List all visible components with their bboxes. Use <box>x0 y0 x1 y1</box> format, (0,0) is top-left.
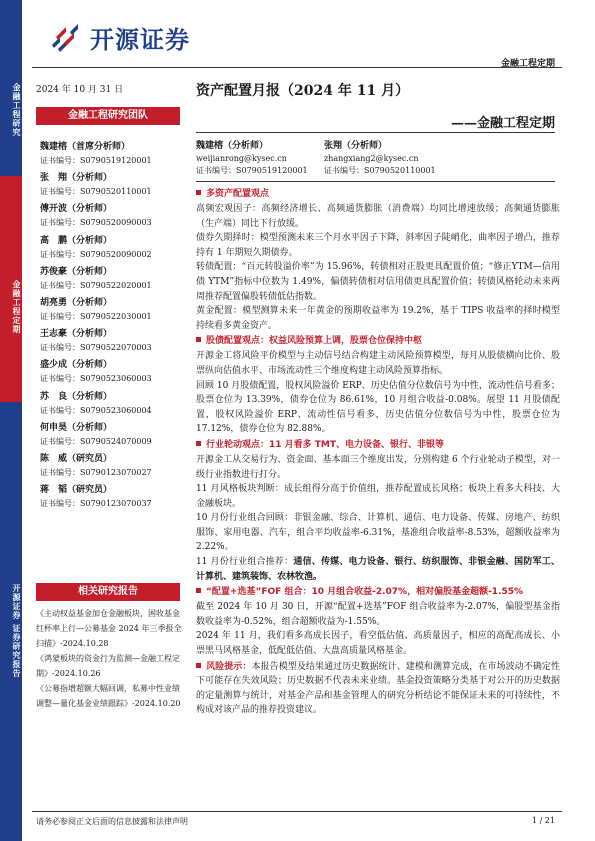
bullet-icon <box>196 588 201 593</box>
bullet-icon <box>196 663 201 668</box>
page-number: 1 / 21 <box>531 816 555 825</box>
related-reports-title: 相关研究报告 <box>36 583 180 601</box>
body-paragraph: 开源金工从交易行为、资金面、基本面三个维度出发，分别构建 6 个行业轮动子模型，对一级行业指数进行打分。 <box>196 454 560 480</box>
analyst-item <box>40 235 180 266</box>
analyst-name: 何申昊（分析师） <box>40 422 113 433</box>
brand-name: 开源证券 <box>90 26 190 54</box>
side-strip <box>0 0 22 841</box>
analyst-item <box>40 484 180 515</box>
brand-logo <box>50 20 190 55</box>
team-title: 金融工程研究团队 <box>36 107 180 125</box>
analyst-name: 胡亮勇（分析师） <box>40 297 113 308</box>
analyst-name: 盛少成（分析师） <box>40 360 113 371</box>
section-heading: 行业轮动观点：11 月看多 TMT、电力设备、银行、非银等 <box>196 438 560 453</box>
author-cert: 证书编号：S0790520110001 <box>324 166 436 175</box>
analyst-item <box>40 422 180 453</box>
analyst-name: 魏建榕（首席分析师） <box>40 142 131 152</box>
section-heading: “配置+选基”FOF 组合：10 月组合收益-2.07%，相对偏股基金超额-1.55% <box>196 585 560 600</box>
bullet-icon <box>196 337 201 342</box>
related-reports-list <box>36 606 184 711</box>
related-report-link[interactable]: 《公募指增超额大幅回调，私募中性业绩调整—量化基金业绩跟踪》-2024.10.20 <box>36 684 181 708</box>
body-paragraph: 开源金工将风险平价模型与主动信号结合构建主动风险预算模型，每月从股债横向比价、股票纵向估值水平、市场流动性三个维度构建主动风险预算指标。 <box>196 351 560 376</box>
body-paragraph: 截至 2024 年 10 月 30 日，开源“配置+选基”FOF 组合收益率为-2.07%，偏股型基金指数收益率为-0.52%，组合超额收益为-1.55%。 <box>196 602 560 627</box>
report-body <box>196 186 560 718</box>
body-paragraph: 11 月风格板块判断：成长组得分高于价值组，推荐配置成长风格；板块上看多大科技、大金融板块。 <box>196 484 560 509</box>
analyst-cert: 证书编号：S0790523060004 <box>40 405 152 415</box>
author-email[interactable]: weijianrong@kysec.cn <box>196 154 287 163</box>
related-report-link[interactable]: 《主动权益基金加仓金融板块，困收基金红杯率上行—公募基金 2024 年三季报全扫描》-2024.10.28 <box>36 609 182 648</box>
author-cert: 证书编号：S0790519120001 <box>196 166 308 175</box>
analyst-item <box>40 172 180 203</box>
analyst-name: 高 鹏（分析师） <box>40 235 113 246</box>
analyst-cert: 证书编号：S0790520090002 <box>40 249 152 259</box>
author-name: 张翔（分析师） <box>324 141 388 151</box>
analyst-cert: 证书编号：S0790520090003 <box>40 218 152 228</box>
footer-rule <box>32 811 562 812</box>
footer-disclaimer: 请务必参阅正文后面的信息披露和法律声明 <box>36 817 188 826</box>
header-tag: 金融工程定期 <box>500 59 555 69</box>
analyst-cert: 证书编号：S0790520110001 <box>40 187 152 197</box>
analyst-name: 张 翔（分析师） <box>40 173 113 184</box>
author-name: 魏建榕（分析师） <box>196 141 269 151</box>
author-block <box>196 140 308 177</box>
report-subtitle: ——金融工程定期 <box>450 116 555 131</box>
analyst-cert: 证书编号：S0790519120001 <box>40 156 152 165</box>
bullet-icon <box>196 441 201 446</box>
risk-warning: 风险提示：本报告模型及结果通过历史数据统计、建模和测算完成，在市场波动不确定性下可能存在失效风险；历史数据不代表未来业绩。基金投资策略分类基于对公开的历史数据的定量测算与统计，对基金产品和基金管理人的研究分析结论不能保证未来的可持续性，不构成对该产品的推荐投资建议。 <box>196 661 560 716</box>
author-email[interactable]: zhangxiang2@kysec.cn <box>324 154 419 163</box>
analyst-cert: 证书编号：S0790523060003 <box>40 374 152 384</box>
analyst-item <box>40 359 180 390</box>
analyst-list <box>40 141 180 515</box>
header-rule <box>32 67 562 68</box>
body-paragraph: 转债配置：“百元转股溢价率”为 15.96%，转债相对正股更具配置价值；“修正YTM—信用债 YTM”指标中位数为 1.49%，偏债转债相对信用债更具配置价值；转债风格轮动未来两周推荐配置偏股转债低估指数。 <box>196 262 560 302</box>
report-title: 资产配置月报（2024 年 11 月） <box>196 83 410 99</box>
analyst-cert: 证书编号：S0790123070037 <box>40 499 152 509</box>
industry-recommendation: 11 月份行业组合推荐：通信、传媒、电力设备、银行、纺织服饰、非银金融、国防军工、计算机、建筑装饰、农林牧渔。 <box>196 557 560 582</box>
analyst-item <box>40 297 180 328</box>
strip-report: 开源证券 证券研究报告 <box>0 402 22 841</box>
analyst-name: 苏 良（分析师） <box>40 391 113 402</box>
body-paragraph: 回顾 10 月股债配置，股权风险溢价 ERP、历史估值分位数信号为中性，流动性信号看多；股票仓位为 13.39%，债券仓位为 86.61%，10 月组合收益-0.08%。展望 11 月股债配置，股权风险溢价 ERP、流动性信号看多，历史估值分位数信号为中性，股票仓位为 17.12%，债券仓位为 82.88%。 <box>196 380 560 435</box>
analyst-cert: 证书编号：S0790522020001 <box>40 280 152 290</box>
analyst-cert: 证书编号：S0790524070009 <box>40 436 152 446</box>
body-paragraph: 高频宏观因子：高频经济增长、高频通货膨胀（消费端）均同比增速放缓；高频通货膨胀（生产端）同比下行放缓。 <box>196 204 560 229</box>
analyst-item <box>40 266 180 297</box>
strip-periodic: 金融工程定期 <box>0 176 22 402</box>
body-paragraph: 10 月份行业组合回顾：非银金融、综合、计算机、通信、电力设备、传媒、房地产、纺织服饰、家用电器、汽车，组合平均收益率-6.31%，基准组合收益率-8.53%，超额收益率为 2.22%。 <box>196 513 560 553</box>
author-rule-bottom <box>196 181 555 182</box>
logo-mark-icon <box>50 23 84 53</box>
section-heading: 股债配置观点：权益风险预算上调，股票仓位保持中枢 <box>196 334 560 349</box>
body-paragraph: 债券久期择时：模型预测未来三个月水平因子下降，斜率因子陡峭化，曲率因子增凸，推荐持有 1 年期短久期债券。 <box>196 233 560 258</box>
analyst-item <box>40 391 180 422</box>
author-block <box>324 140 436 177</box>
analyst-name: 傅开波（分析师） <box>40 204 113 215</box>
analyst-cert: 证书编号：S0790123070027 <box>40 467 152 477</box>
analyst-cert: 证书编号：S0790522030001 <box>40 311 152 321</box>
analyst-item <box>40 328 180 359</box>
strip-research: 金融工程研究 <box>0 0 22 176</box>
body-paragraph: 2024 年 11 月，我们看多高成长因子，看空低估值、高质量因子，相应的高配高成长、小票黑马风格基金，低配低估值、大盘高质量风格基金。 <box>196 631 560 657</box>
analyst-name: 王志豪（分析师） <box>40 329 113 340</box>
analyst-name: 苏俊豪（分析师） <box>40 266 113 277</box>
analyst-item <box>40 453 180 484</box>
analyst-name: 蒋 韬（研究员） <box>40 485 113 496</box>
author-rule-top <box>196 132 555 133</box>
body-paragraph: 黄金配置：模型测算未来一年黄金的预期收益率为 19.2%，基于 TIPS 收益率的择时模型持续看多黄金资产。 <box>196 306 560 331</box>
bullet-icon <box>196 190 201 195</box>
analyst-item <box>40 203 180 234</box>
report-date: 2024 年 10 月 31 日 <box>36 85 124 95</box>
section-heading: 多资产配置观点 <box>196 187 560 202</box>
analyst-cert: 证书编号：S0790522070003 <box>40 343 152 353</box>
related-report-link[interactable]: 《鸿蒙板块的资金行为监测—金融工程定期》-2024.10.26 <box>36 654 180 678</box>
analyst-item <box>40 141 180 172</box>
analyst-name: 陈 威（研究员） <box>40 453 113 464</box>
